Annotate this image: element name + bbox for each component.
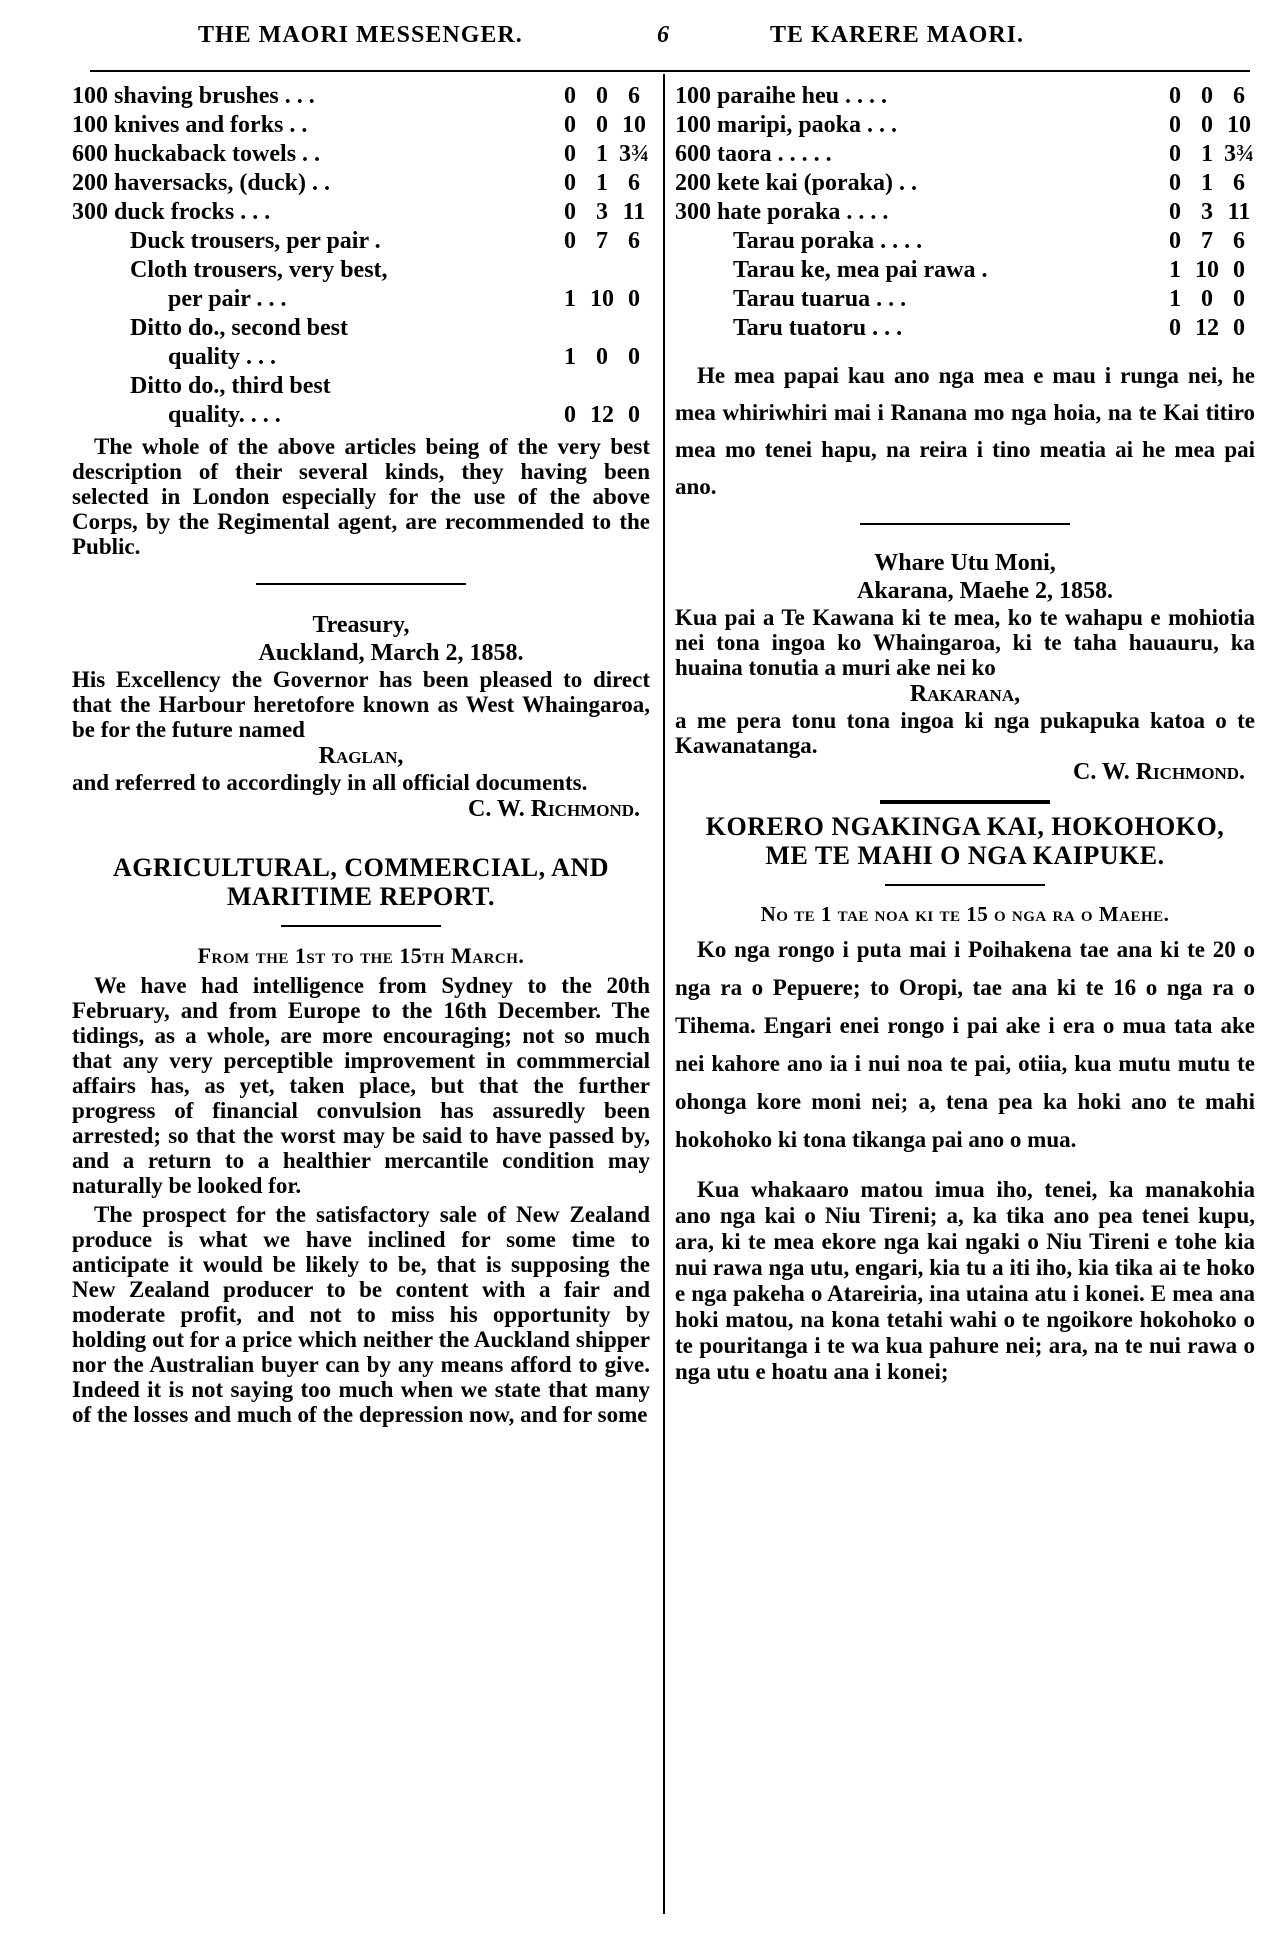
report-subhead: No te 1 tae noa ki te 15 o nga ra o Maehe. (760, 902, 1170, 926)
header-english-title: THE MAORI MESSENGER. (198, 22, 523, 48)
report-paragraph: We have had intelligence from Sydney to the 20th February, and from Europe to the 16th December. The tidings, as a whole, are more encouraging; not so much that any very perceptible improvement in commmercial affairs has, as yet, taken place, but that the further progress of financial convulsion has assuredly been arrested; so that the worst may be said to have passed by, and a return to a healthier mercantile condition may naturally be looked for. (72, 973, 650, 1198)
goods-row: Taru tuatoru . . . 0 12 0 (733, 315, 1245, 341)
notice-text: His Excellency the Governor has been pleased to direct that the Harbour heretofore known as West Whaingaroa, be for the future named (72, 667, 650, 742)
notice-harbour-name: Rakarana, (909, 681, 1021, 707)
report-title: KORERO NGAKINGA KAI, HOKOHOKO, ME TE MAHI O NGA KAIPUKE. (705, 812, 1225, 870)
goods-row: 100 knives and forks . . 0 0 10 (72, 112, 646, 138)
notice-text-continued: a me pera tonu tona ingoa ki nga pukapuka katoa o te Kawanatanga. (675, 708, 1255, 758)
report-title: AGRICULTURAL, COMMERCIAL, AND MARITIME REPORT. (112, 853, 610, 911)
goods-row: Ditto do., third best (130, 373, 331, 399)
report-paragraph: Ko nga rongo i puta mai i Poihakena tae ana ki te 20 o nga ra o Pepuere; to Oropi, tae ana ki te 16 o nga ra o Tihema. Engari enei rongo i pai ake i era o mua tata ake nei kahore ano ia i nui noa te pai, otiia, kua mutu mutu te ohonga kore moni nei; a, tena pea ka hoki ano te mahi hokohoko ki tona tikanga pai ano o mua. (675, 937, 1255, 1152)
notice-place: Treasury, (312, 612, 410, 638)
report-paragraph: The prospect for the satisfactory sale of New Zealand produce is what we have inclined for some time to anticipate it would be likely to be, that is supposing the New Zealand producer to be content with a fair and moderate profit, and not to miss his opportunity by holding out for a price which neither the Auckland shipper nor the Australian buyer can by any means afford to give. Indeed it is not saying too much when we state that many of the losses and much of the depression now, and for some (72, 1202, 650, 1427)
notice-dateline: Auckland, March 2, 1858. (258, 640, 524, 666)
goods-row: quality . . . 1 0 0 (168, 344, 640, 370)
goods-row: Ditto do., second best (130, 315, 349, 341)
goods-price-list (72, 82, 650, 430)
goods-row: 600 huckaback towels . . 0 1 3¾ (72, 141, 649, 167)
goods-row: Duck trousers, per pair . 0 7 6 (130, 228, 640, 254)
goods-row: 300 hate poraka . . . . 0 3 11 (675, 199, 1251, 225)
goods-paragraph-maori: He mea papai kau ano nga mea e mau i runga nei, he mea whiriwhiri mai i Ranana mo nga hoia, na te Kai titiro mea mo tenei hapu, na reira i tino meatia ai he mea pai ano. (675, 363, 1255, 499)
goods-row: Tarau tuarua . . . 1 0 0 (733, 286, 1245, 312)
notice-place: Whare Utu Moni, (874, 550, 1056, 576)
goods-row: 100 maripi, paoka . . . 0 0 10 (675, 112, 1251, 138)
goods-paragraph: The whole of the above articles being of the very best description of their several kinds, they having been selected in London especially for the use of the above Corps, by the Regimental agent, are recommended to the Public. (72, 434, 650, 559)
goods-row: Cloth trousers, very best, (130, 257, 388, 283)
page-number: 6 (657, 22, 670, 48)
section-rule (256, 583, 466, 585)
goods-row: 100 shaving brushes . . . 0 0 6 (72, 83, 640, 109)
column-divider (663, 74, 665, 1914)
notice-text-continued: and referred to accordingly in all official documents. (72, 770, 588, 795)
header-maori-title: TE KARERE MAORI. (770, 22, 1025, 48)
english-column (72, 82, 650, 1427)
notice-harbour-name: Raglan, (318, 743, 404, 769)
report-subhead: From the 1st to the 15th March. (197, 943, 525, 968)
section-rule (860, 523, 1070, 525)
goods-price-list-maori (675, 82, 1255, 343)
report-paragraph: Kua whakaaro matou imua iho, tenei, ka manakohia ano nga kai o Niu Tireni; a, ka tika ano pea tenei kupu, ara, ki te mea ekore nga kai ngaki o Niu Tireni e tohe kia nui rawa nga utu, engari, kia tu a iti iho, kia tika ai te hoko e nga pakeha o Atareiria, ina utaina atu i konei. E mea ana hoki matou, na kona tetahi wahi o te ngoikore hokohoko o te pouritanga i te wa kua pahure nei; ara, na te nui rawa o nga utu e hoatu ana i konei; (675, 1177, 1255, 1384)
goods-row: 100 paraihe heu . . . . 0 0 6 (675, 83, 1245, 109)
goods-row: 200 haversacks, (duck) . . 0 1 6 (72, 170, 640, 196)
goods-row: Tarau poraka . . . . 0 7 6 (733, 228, 1245, 254)
page-header (150, 14, 1140, 48)
notice-dateline: Akarana, Maehe 2, 1858. (857, 578, 1113, 604)
notice-signature: C. W. Richmond. (468, 796, 640, 822)
goods-row: 200 kete kai (poraka) . . 0 1 6 (675, 170, 1245, 196)
header-rule (90, 70, 1250, 72)
goods-row: 600 taora . . . . . 0 1 3¾ (675, 141, 1254, 167)
title-rule (885, 884, 1045, 886)
goods-row: per pair . . . 1 10 0 (168, 286, 640, 312)
goods-row: Tarau ke, mea pai rawa . 1 10 0 (733, 257, 1245, 283)
goods-row: quality. . . . 0 12 0 (168, 402, 640, 428)
notice-signature: C. W. Richmond. (1073, 759, 1245, 785)
title-rule (281, 925, 441, 927)
goods-row: 300 duck frocks . . . 0 3 11 (72, 199, 646, 225)
maori-column (675, 82, 1255, 1385)
notice-text: Kua pai a Te Kawana ki te mea, ko te wahapu e mohiotia nei tona ingoa ko Whaingaroa, ki te taha hauauru, ka huaina tonutia a muri ake nei ko (675, 605, 1255, 680)
section-rule (880, 800, 1050, 804)
